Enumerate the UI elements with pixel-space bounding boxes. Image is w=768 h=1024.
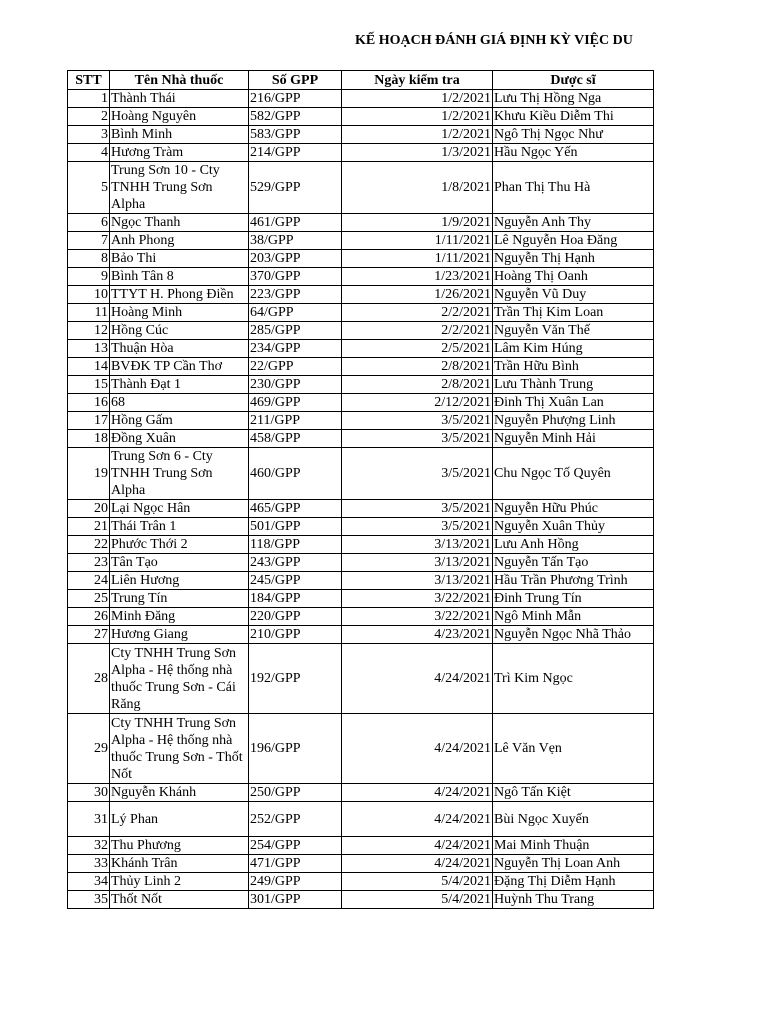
cell-stt: 12 — [68, 322, 110, 340]
cell-gpp-number: 245/GPP — [249, 572, 342, 590]
table-body — [68, 90, 654, 909]
table-row — [68, 644, 654, 714]
cell-stt: 35 — [68, 891, 110, 909]
cell-pharmacist: Lâm Kim Húng — [493, 340, 654, 358]
table-row — [68, 232, 654, 250]
cell-inspection-date: 3/13/2021 — [342, 554, 493, 572]
table-row — [68, 590, 654, 608]
table-row — [68, 626, 654, 644]
header-gpp-number: Số GPP — [249, 71, 342, 90]
cell-pharmacy-name: Thành Đạt 1 — [110, 376, 249, 394]
cell-gpp-number: 203/GPP — [249, 250, 342, 268]
cell-stt: 21 — [68, 518, 110, 536]
cell-pharmacy-name: Lý Phan — [110, 802, 249, 837]
table-row — [68, 358, 654, 376]
cell-pharmacist: Lưu Anh Hồng — [493, 536, 654, 554]
cell-gpp-number: 184/GPP — [249, 590, 342, 608]
table-header-row — [68, 71, 654, 90]
cell-pharmacy-name: Bảo Thi — [110, 250, 249, 268]
cell-pharmacist: Đinh Thị Xuân Lan — [493, 394, 654, 412]
cell-gpp-number: 216/GPP — [249, 90, 342, 108]
cell-stt: 25 — [68, 590, 110, 608]
table-row — [68, 802, 654, 837]
table-row — [68, 340, 654, 358]
table-row — [68, 250, 654, 268]
cell-gpp-number: 250/GPP — [249, 784, 342, 802]
cell-inspection-date: 3/13/2021 — [342, 536, 493, 554]
table-row — [68, 784, 654, 802]
cell-pharmacy-name: 68 — [110, 394, 249, 412]
table-row — [68, 286, 654, 304]
cell-pharmacist: Hầu Trần Phương Trình — [493, 572, 654, 590]
cell-stt: 3 — [68, 126, 110, 144]
table-row — [68, 714, 654, 784]
cell-pharmacist: Lê Văn Vẹn — [493, 714, 654, 784]
cell-pharmacy-name: Tân Tạo — [110, 554, 249, 572]
cell-pharmacist: Nguyễn Thị Loan Anh — [493, 855, 654, 873]
cell-inspection-date: 1/11/2021 — [342, 232, 493, 250]
cell-inspection-date: 1/11/2021 — [342, 250, 493, 268]
cell-stt: 33 — [68, 855, 110, 873]
cell-gpp-number: 38/GPP — [249, 232, 342, 250]
cell-pharmacist: Bùi Ngọc Xuyến — [493, 802, 654, 837]
cell-pharmacy-name: Thành Thái — [110, 90, 249, 108]
cell-pharmacist: Ngô Thị Ngọc Như — [493, 126, 654, 144]
cell-pharmacy-name: Bình Tân 8 — [110, 268, 249, 286]
cell-inspection-date: 1/2/2021 — [342, 90, 493, 108]
cell-stt: 24 — [68, 572, 110, 590]
cell-gpp-number: 285/GPP — [249, 322, 342, 340]
cell-inspection-date: 4/24/2021 — [342, 855, 493, 873]
cell-gpp-number: 196/GPP — [249, 714, 342, 784]
cell-inspection-date: 2/8/2021 — [342, 358, 493, 376]
cell-inspection-date: 2/2/2021 — [342, 304, 493, 322]
document-title: KẾ HOẠCH ĐÁNH GIÁ ĐỊNH KỲ VIỆC DU — [355, 33, 633, 48]
cell-pharmacy-name: Khánh Trân — [110, 855, 249, 873]
header-pharmacy-name: Tên Nhà thuốc — [110, 71, 249, 90]
cell-pharmacist: Lê Nguyễn Hoa Đăng — [493, 232, 654, 250]
cell-stt: 1 — [68, 90, 110, 108]
cell-gpp-number: 230/GPP — [249, 376, 342, 394]
cell-stt: 17 — [68, 412, 110, 430]
cell-stt: 23 — [68, 554, 110, 572]
cell-pharmacy-name: Bình Minh — [110, 126, 249, 144]
cell-inspection-date: 4/24/2021 — [342, 802, 493, 837]
cell-inspection-date: 3/5/2021 — [342, 518, 493, 536]
cell-stt: 32 — [68, 837, 110, 855]
cell-stt: 14 — [68, 358, 110, 376]
cell-gpp-number: 252/GPP — [249, 802, 342, 837]
cell-pharmacy-name: Anh Phong — [110, 232, 249, 250]
table-row — [68, 448, 654, 500]
cell-inspection-date: 5/4/2021 — [342, 891, 493, 909]
cell-gpp-number: 465/GPP — [249, 500, 342, 518]
table-row — [68, 376, 654, 394]
table-row — [68, 214, 654, 232]
cell-gpp-number: 234/GPP — [249, 340, 342, 358]
cell-inspection-date: 3/5/2021 — [342, 500, 493, 518]
cell-pharmacy-name: Liên Hương — [110, 572, 249, 590]
cell-stt: 5 — [68, 162, 110, 214]
table-row — [68, 608, 654, 626]
header-inspection-date: Ngày kiểm tra — [342, 71, 493, 90]
table-row — [68, 126, 654, 144]
cell-pharmacist: Nguyễn Thị Hạnh — [493, 250, 654, 268]
cell-stt: 15 — [68, 376, 110, 394]
cell-inspection-date: 3/13/2021 — [342, 572, 493, 590]
cell-gpp-number: 460/GPP — [249, 448, 342, 500]
cell-pharmacy-name: Hương Giang — [110, 626, 249, 644]
cell-pharmacist: Nguyễn Anh Thy — [493, 214, 654, 232]
cell-gpp-number: 583/GPP — [249, 126, 342, 144]
cell-pharmacy-name: Trung Sơn 10 - Cty TNHH Trung Sơn Alpha — [110, 162, 249, 214]
cell-inspection-date: 4/23/2021 — [342, 626, 493, 644]
cell-stt: 9 — [68, 268, 110, 286]
cell-pharmacist: Trần Thị Kim Loan — [493, 304, 654, 322]
cell-pharmacy-name: Thủy Linh 2 — [110, 873, 249, 891]
table-row — [68, 572, 654, 590]
pharmacy-inspection-table — [67, 70, 654, 909]
cell-inspection-date: 1/2/2021 — [342, 108, 493, 126]
cell-stt: 31 — [68, 802, 110, 837]
cell-pharmacist: Nguyễn Ngọc Nhã Thảo — [493, 626, 654, 644]
cell-pharmacist: Hoàng Thị Oanh — [493, 268, 654, 286]
cell-stt: 18 — [68, 430, 110, 448]
cell-pharmacy-name: Thái Trân 1 — [110, 518, 249, 536]
cell-stt: 11 — [68, 304, 110, 322]
cell-pharmacy-name: Phước Thới 2 — [110, 536, 249, 554]
cell-pharmacist: Ngô Tấn Kiệt — [493, 784, 654, 802]
cell-gpp-number: 223/GPP — [249, 286, 342, 304]
cell-pharmacist: Phan Thị Thu Hà — [493, 162, 654, 214]
table-row — [68, 90, 654, 108]
table-row — [68, 554, 654, 572]
table-row — [68, 518, 654, 536]
table-row — [68, 144, 654, 162]
cell-inspection-date: 1/26/2021 — [342, 286, 493, 304]
table-row — [68, 162, 654, 214]
cell-gpp-number: 210/GPP — [249, 626, 342, 644]
cell-pharmacy-name: Hương Tràm — [110, 144, 249, 162]
table-row — [68, 108, 654, 126]
table-row — [68, 891, 654, 909]
cell-inspection-date: 4/24/2021 — [342, 644, 493, 714]
cell-stt: 13 — [68, 340, 110, 358]
cell-pharmacist: Nguyễn Phượng Linh — [493, 412, 654, 430]
cell-stt: 2 — [68, 108, 110, 126]
cell-pharmacist: Khưu Kiều Diễm Thi — [493, 108, 654, 126]
cell-inspection-date: 1/2/2021 — [342, 126, 493, 144]
cell-gpp-number: 471/GPP — [249, 855, 342, 873]
cell-inspection-date: 2/2/2021 — [342, 322, 493, 340]
cell-inspection-date: 2/8/2021 — [342, 376, 493, 394]
cell-pharmacist: Nguyễn Hữu Phúc — [493, 500, 654, 518]
cell-pharmacist: Mai Minh Thuận — [493, 837, 654, 855]
cell-inspection-date: 3/22/2021 — [342, 608, 493, 626]
cell-inspection-date: 1/3/2021 — [342, 144, 493, 162]
cell-pharmacist: Chu Ngọc Tố Quyên — [493, 448, 654, 500]
cell-gpp-number: 370/GPP — [249, 268, 342, 286]
table-row — [68, 873, 654, 891]
cell-gpp-number: 249/GPP — [249, 873, 342, 891]
table-row — [68, 304, 654, 322]
cell-pharmacy-name: Hoàng Minh — [110, 304, 249, 322]
cell-pharmacist: Đặng Thị Diễm Hạnh — [493, 873, 654, 891]
cell-stt: 7 — [68, 232, 110, 250]
cell-pharmacy-name: Lại Ngọc Hân — [110, 500, 249, 518]
cell-pharmacist: Nguyễn Tấn Tạo — [493, 554, 654, 572]
cell-inspection-date: 1/8/2021 — [342, 162, 493, 214]
cell-stt: 22 — [68, 536, 110, 554]
cell-gpp-number: 458/GPP — [249, 430, 342, 448]
cell-inspection-date: 5/4/2021 — [342, 873, 493, 891]
cell-inspection-date: 2/12/2021 — [342, 394, 493, 412]
cell-inspection-date: 3/22/2021 — [342, 590, 493, 608]
cell-gpp-number: 192/GPP — [249, 644, 342, 714]
cell-gpp-number: 529/GPP — [249, 162, 342, 214]
table-row — [68, 268, 654, 286]
cell-gpp-number: 243/GPP — [249, 554, 342, 572]
cell-gpp-number: 220/GPP — [249, 608, 342, 626]
cell-pharmacist: Nguyễn Minh Hải — [493, 430, 654, 448]
cell-gpp-number: 461/GPP — [249, 214, 342, 232]
cell-stt: 8 — [68, 250, 110, 268]
table-row — [68, 412, 654, 430]
cell-pharmacist: Huỳnh Thu Trang — [493, 891, 654, 909]
cell-inspection-date: 1/23/2021 — [342, 268, 493, 286]
cell-stt: 29 — [68, 714, 110, 784]
cell-gpp-number: 64/GPP — [249, 304, 342, 322]
header-stt: STT — [68, 71, 110, 90]
table-row — [68, 430, 654, 448]
table-row — [68, 855, 654, 873]
cell-pharmacist: Đinh Trung Tín — [493, 590, 654, 608]
cell-stt: 10 — [68, 286, 110, 304]
cell-pharmacy-name: Trung Tín — [110, 590, 249, 608]
table-row — [68, 500, 654, 518]
cell-stt: 34 — [68, 873, 110, 891]
cell-inspection-date: 3/5/2021 — [342, 412, 493, 430]
cell-stt: 27 — [68, 626, 110, 644]
cell-gpp-number: 254/GPP — [249, 837, 342, 855]
cell-inspection-date: 4/24/2021 — [342, 714, 493, 784]
cell-pharmacy-name: Minh Đăng — [110, 608, 249, 626]
cell-inspection-date: 2/5/2021 — [342, 340, 493, 358]
cell-gpp-number: 469/GPP — [249, 394, 342, 412]
cell-pharmacist: Nguyễn Vũ Duy — [493, 286, 654, 304]
cell-stt: 16 — [68, 394, 110, 412]
cell-pharmacist: Lưu Thị Hồng Nga — [493, 90, 654, 108]
header-pharmacist: Dược sĩ — [493, 71, 654, 90]
cell-inspection-date: 3/5/2021 — [342, 430, 493, 448]
cell-gpp-number: 301/GPP — [249, 891, 342, 909]
cell-stt: 30 — [68, 784, 110, 802]
cell-pharmacy-name: Hoàng Nguyên — [110, 108, 249, 126]
cell-pharmacist: Ngô Minh Mẫn — [493, 608, 654, 626]
cell-pharmacy-name: Đồng Xuân — [110, 430, 249, 448]
cell-pharmacy-name: Thốt Nốt — [110, 891, 249, 909]
cell-pharmacist: Nguyễn Xuân Thủy — [493, 518, 654, 536]
cell-pharmacist: Trần Hữu Bình — [493, 358, 654, 376]
cell-inspection-date: 1/9/2021 — [342, 214, 493, 232]
cell-pharmacy-name: Cty TNHH Trung Sơn Alpha - Hệ thống nhà thuốc Trung Sơn - Thốt Nốt — [110, 714, 249, 784]
cell-stt: 4 — [68, 144, 110, 162]
cell-pharmacy-name: Trung Sơn 6 - Cty TNHH Trung Sơn Alpha — [110, 448, 249, 500]
cell-pharmacist: Trì Kim Ngọc — [493, 644, 654, 714]
cell-pharmacist: Lưu Thành Trung — [493, 376, 654, 394]
cell-inspection-date: 4/24/2021 — [342, 837, 493, 855]
cell-pharmacy-name: Hồng Cúc — [110, 322, 249, 340]
cell-inspection-date: 3/5/2021 — [342, 448, 493, 500]
cell-stt: 20 — [68, 500, 110, 518]
table-row — [68, 536, 654, 554]
cell-gpp-number: 214/GPP — [249, 144, 342, 162]
cell-pharmacy-name: Ngọc Thanh — [110, 214, 249, 232]
cell-gpp-number: 501/GPP — [249, 518, 342, 536]
cell-gpp-number: 582/GPP — [249, 108, 342, 126]
table-row — [68, 837, 654, 855]
cell-pharmacy-name: Thu Phương — [110, 837, 249, 855]
cell-pharmacist: Nguyễn Văn Thế — [493, 322, 654, 340]
table-row — [68, 394, 654, 412]
cell-pharmacy-name: Cty TNHH Trung Sơn Alpha - Hệ thống nhà thuốc Trung Sơn - Cái Răng — [110, 644, 249, 714]
cell-pharmacy-name: Hồng Gấm — [110, 412, 249, 430]
cell-gpp-number: 22/GPP — [249, 358, 342, 376]
cell-gpp-number: 118/GPP — [249, 536, 342, 554]
cell-inspection-date: 4/24/2021 — [342, 784, 493, 802]
cell-pharmacist: Hầu Ngọc Yến — [493, 144, 654, 162]
cell-pharmacy-name: BVĐK TP Cần Thơ — [110, 358, 249, 376]
table-row — [68, 322, 654, 340]
cell-stt: 19 — [68, 448, 110, 500]
cell-gpp-number: 211/GPP — [249, 412, 342, 430]
cell-stt: 28 — [68, 644, 110, 714]
cell-pharmacy-name: TTYT H. Phong Điền — [110, 286, 249, 304]
cell-stt: 6 — [68, 214, 110, 232]
cell-pharmacy-name: Thuận Hòa — [110, 340, 249, 358]
cell-stt: 26 — [68, 608, 110, 626]
cell-pharmacy-name: Nguyễn Khánh — [110, 784, 249, 802]
